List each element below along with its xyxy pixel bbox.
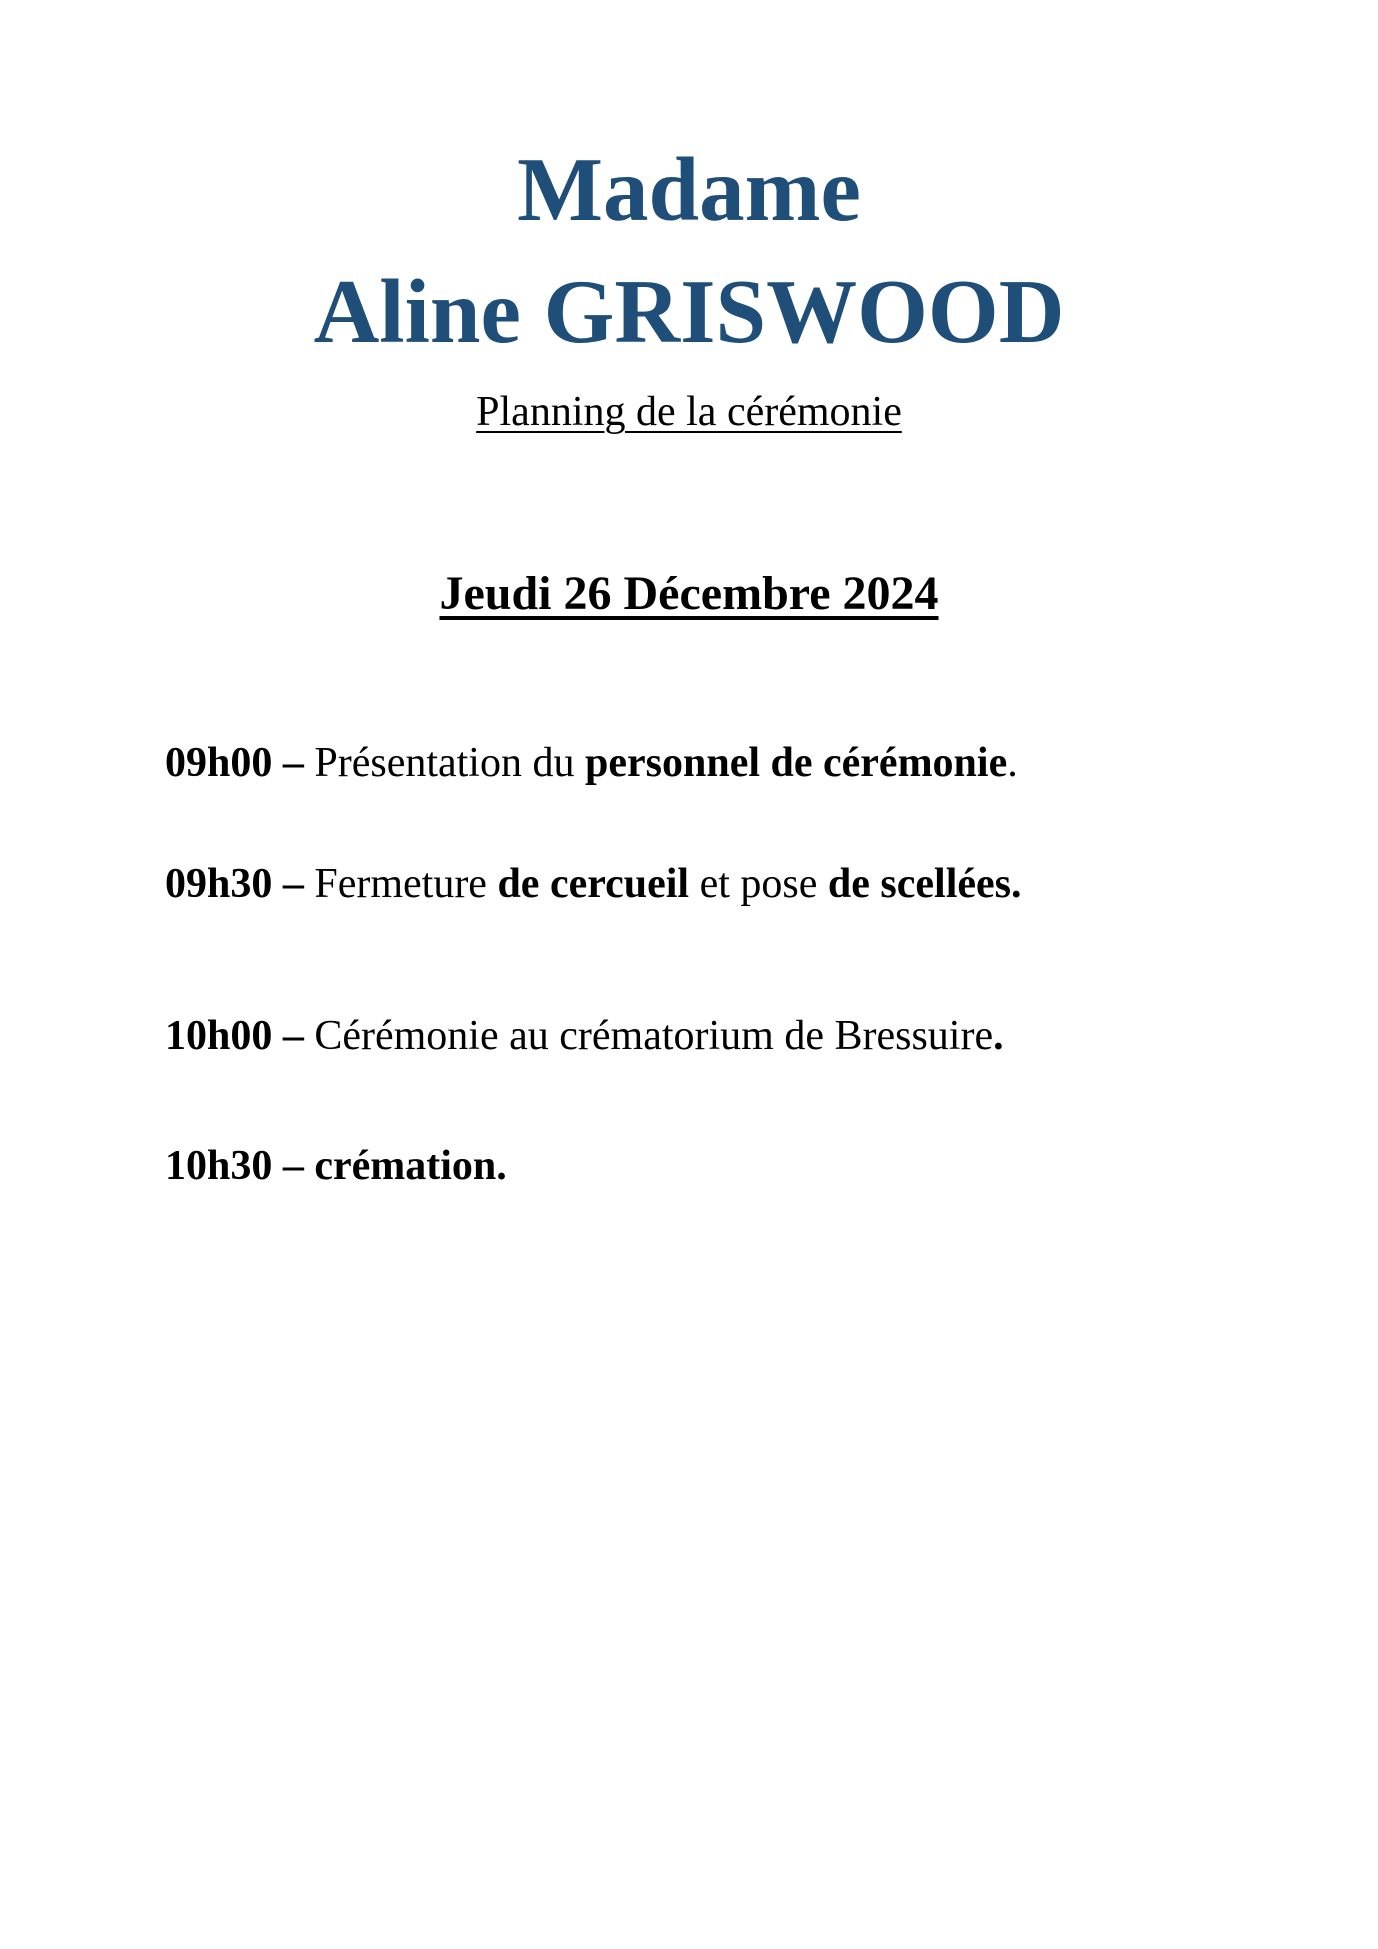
- separator: –: [272, 861, 315, 907]
- schedule-time: 10h30: [165, 1143, 273, 1189]
- schedule-item: [165, 742, 1018, 784]
- text: de scellées.: [827, 861, 1022, 907]
- subtitle-wrap: [0, 391, 1378, 433]
- separator: –: [272, 740, 315, 786]
- schedule-time: 09h30: [165, 861, 273, 907]
- separator: –: [272, 1013, 315, 1059]
- schedule-item: [165, 863, 1022, 905]
- text: et pose: [689, 861, 828, 907]
- subtitle: Planning de la cérémonie: [476, 389, 902, 435]
- ceremony-date: Jeudi 26 Décembre 2024: [439, 567, 939, 620]
- text: de cercueil: [497, 861, 690, 907]
- title-name: Aline GRISWOOD: [313, 261, 1065, 362]
- text: personnel de cérémonie: [584, 740, 1008, 786]
- schedule-item: [165, 1015, 1004, 1057]
- text: .: [1007, 740, 1018, 786]
- title-salutation: Madame: [517, 139, 861, 240]
- schedule-time: 09h00: [165, 740, 273, 786]
- schedule-item: [165, 1145, 507, 1187]
- date-wrap: [0, 567, 1378, 620]
- text: Cérémonie au crématorium de Bressuire: [314, 1013, 994, 1059]
- schedule-time: 10h00: [165, 1013, 273, 1059]
- text: crémation.: [314, 1143, 507, 1189]
- separator: –: [272, 1143, 315, 1189]
- text: .: [993, 1013, 1004, 1059]
- text: Présentation du: [314, 740, 585, 786]
- text: Fermeture: [314, 861, 498, 907]
